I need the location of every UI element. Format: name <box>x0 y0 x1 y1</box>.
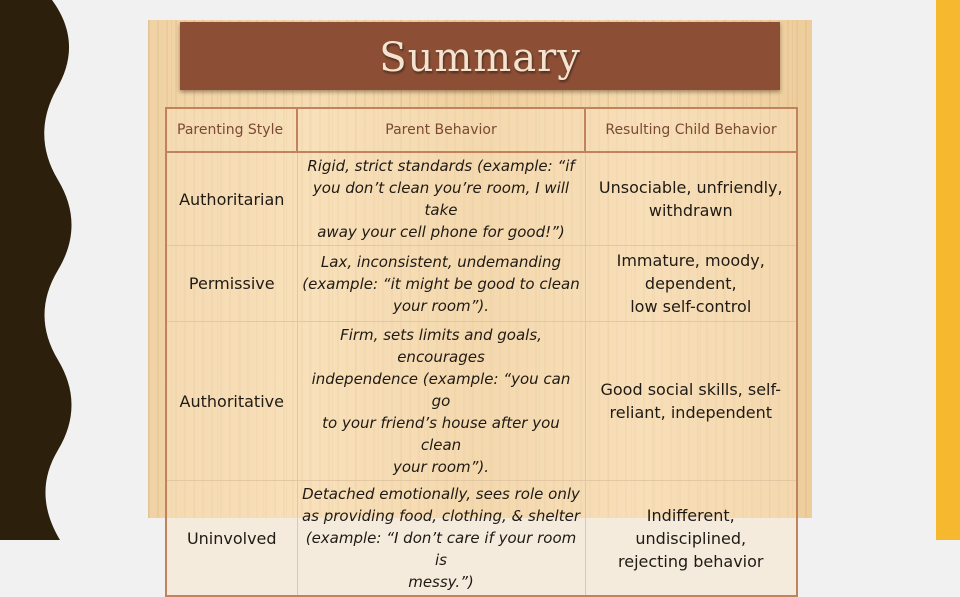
style-cell: Authoritative <box>166 322 297 481</box>
child-behavior-cell <box>585 246 797 322</box>
cell-line: as providing food, clothing, & shelter <box>301 507 581 525</box>
table-row <box>166 322 797 481</box>
parent-behavior-cell <box>297 152 585 246</box>
cell-line: you don’t clean you’re room, I will take <box>312 179 570 219</box>
cell-line: rejecting behavior <box>618 551 764 571</box>
slide-title: Summary <box>379 35 581 81</box>
decorative-left-band <box>0 0 80 540</box>
cell-line: independence (example: “you can go <box>311 370 571 410</box>
cell-line: Lax, inconsistent, undemanding <box>320 252 562 271</box>
style-cell: Authoritarian <box>166 152 297 246</box>
parent-behavior-cell <box>297 481 585 597</box>
cell-line: withdrawn <box>648 201 733 220</box>
table-header-row <box>166 108 797 152</box>
parenting-summary-table <box>165 107 798 597</box>
cell-line: your room”). <box>392 458 490 476</box>
cell-line: Good social skills, self- <box>600 380 782 399</box>
table-row <box>166 152 797 246</box>
cell-line: reliant, independent <box>609 403 772 422</box>
child-behavior-cell <box>585 152 797 246</box>
cell-line: messy.”) <box>408 573 474 591</box>
summary-slide-image <box>148 20 812 591</box>
style-cell: Uninvolved <box>166 481 297 597</box>
cell-line: Detached emotionally, sees role only <box>302 485 580 503</box>
cell-line: (example: “I don’t care if your room is <box>305 529 577 569</box>
table-row <box>166 481 797 597</box>
cell-line: low self-control <box>630 297 752 316</box>
cell-line: your room”). <box>392 296 490 315</box>
cell-line: Unsociable, unfriendly, <box>598 178 783 197</box>
parent-behavior-cell <box>297 322 585 481</box>
cell-line: to your friend’s house after you clean <box>322 414 560 454</box>
parent-behavior-cell <box>297 246 585 322</box>
decorative-accent-bar <box>936 0 960 540</box>
cell-line: (example: “it might be good to clean <box>302 274 580 293</box>
child-behavior-cell <box>585 481 797 597</box>
table-row <box>166 246 797 322</box>
column-header: Parent Behavior <box>297 108 585 152</box>
column-header: Resulting Child Behavior <box>585 108 797 152</box>
cell-line: Rigid, strict standards (example: “if <box>307 157 575 175</box>
child-behavior-cell <box>585 322 797 481</box>
title-banner <box>180 22 780 90</box>
cell-line: Immature, moody, <box>616 251 765 270</box>
cell-line: Firm, sets limits and goals, encourages <box>340 326 542 366</box>
cell-line: away your cell phone for good!”) <box>317 223 565 241</box>
cell-line: dependent, <box>644 274 737 293</box>
cell-line: Indifferent, undisciplined, <box>635 505 747 548</box>
column-header: Parenting Style <box>166 108 297 152</box>
style-cell: Permissive <box>166 246 297 322</box>
